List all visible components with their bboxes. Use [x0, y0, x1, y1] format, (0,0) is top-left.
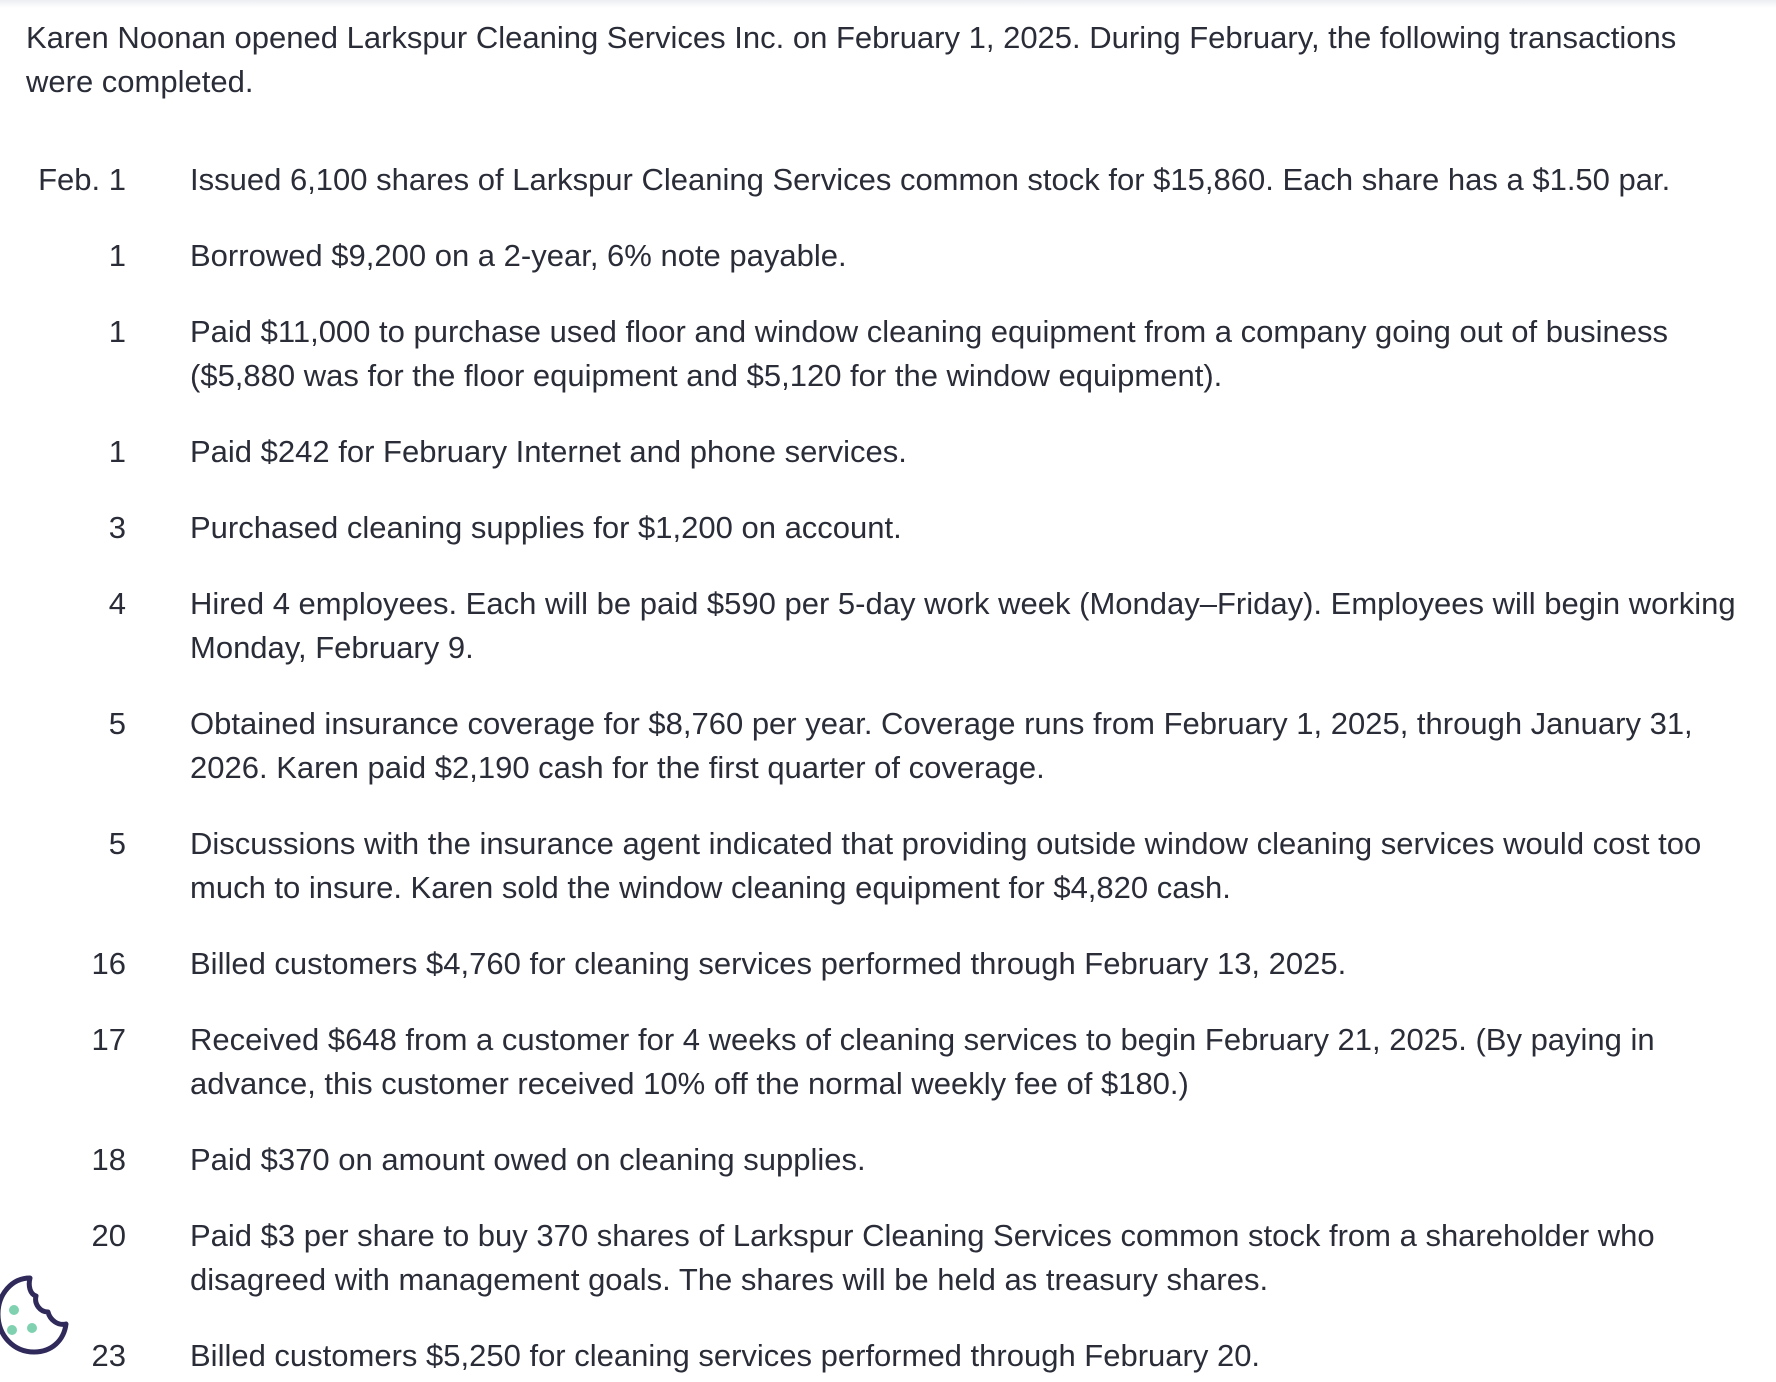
transaction-row [26, 234, 1746, 278]
top-shadow-bar [0, 0, 1776, 8]
transaction-description: Paid $242 for February Internet and phone services. [190, 434, 907, 469]
transaction-row [26, 1334, 1746, 1378]
transaction-date: 18 [91, 1142, 126, 1177]
transaction-description: Borrowed $9,200 on a 2-year, 6% note payable. [190, 238, 847, 273]
transaction-description: Billed customers $5,250 for cleaning services performed through February 20. [190, 1338, 1261, 1373]
transaction-row [26, 506, 1746, 550]
transaction-row [26, 158, 1746, 202]
transaction-date: 1 [108, 314, 126, 349]
transaction-row [26, 310, 1746, 398]
transactions-list [26, 158, 1746, 1382]
transaction-row [26, 942, 1746, 986]
transaction-date: 16 [91, 946, 126, 981]
transaction-date: 23 [91, 1338, 126, 1373]
cookie-icon[interactable] [0, 1270, 70, 1360]
transaction-date: 5 [108, 706, 126, 741]
transaction-date: 3 [108, 510, 126, 545]
transaction-row [26, 1018, 1746, 1106]
transaction-date: 20 [91, 1218, 126, 1253]
transaction-description: Purchased cleaning supplies for $1,200 on account. [190, 510, 902, 545]
transaction-row [26, 582, 1746, 670]
transaction-description: Hired 4 employees. Each will be paid $590 per 5-day work week (Monday–Friday). Employees will begin working Monday, February 9. [190, 586, 1736, 665]
transaction-description: Received $648 from a customer for 4 weeks of cleaning services to begin February 21, 2025. (By paying in advance, this customer received 10% off the normal weekly fee of $180.) [190, 1022, 1655, 1101]
transaction-date: 4 [108, 586, 126, 621]
transaction-row [26, 822, 1746, 910]
transaction-description: Issued 6,100 shares of Larkspur Cleaning Services common stock for $15,860. Each share has a $1.50 par. [190, 162, 1671, 197]
transaction-row [26, 1138, 1746, 1182]
transaction-description: Obtained insurance coverage for $8,760 per year. Coverage runs from February 1, 2025, through January 31, 2026. Karen paid $2,190 cash for the first quarter of coverage. [190, 706, 1693, 785]
transaction-description: Billed customers $4,760 for cleaning services performed through February 13, 2025. [190, 946, 1347, 981]
transaction-description: Paid $11,000 to purchase used floor and window cleaning equipment from a company going out of business ($5,880 was for the floor equipment and $5,120 for the window equipment). [190, 314, 1669, 393]
transaction-date: Feb. 1 [38, 162, 126, 197]
transaction-row [26, 430, 1746, 474]
transaction-description: Paid $3 per share to buy 370 shares of Larkspur Cleaning Services common stock from a shareholder who disagreed with management goals. The shares will be held as treasury shares. [190, 1218, 1655, 1297]
transaction-description: Discussions with the insurance agent indicated that providing outside window cleaning services would cost too much to insure. Karen sold the window cleaning equipment for $4,820 cash. [190, 826, 1702, 905]
problem-intro: Karen Noonan opened Larkspur Cleaning Services Inc. on February 1, 2025. During February, the following transactions were completed. [26, 20, 1677, 99]
transaction-row [26, 1214, 1746, 1302]
transaction-date: 17 [91, 1022, 126, 1057]
transaction-date: 1 [108, 238, 126, 273]
transaction-date: 5 [108, 826, 126, 861]
transaction-date: 1 [108, 434, 126, 469]
transaction-row [26, 702, 1746, 790]
transaction-description: Paid $370 on amount owed on cleaning supplies. [190, 1142, 866, 1177]
